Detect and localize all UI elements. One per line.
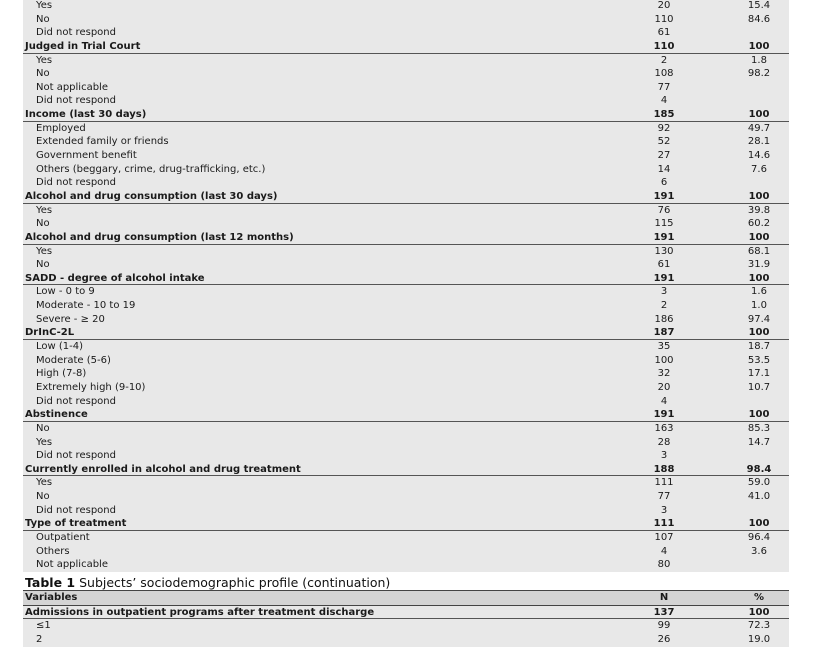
row-percent: 72.3 bbox=[747, 620, 771, 632]
row-percent: 100 bbox=[748, 190, 770, 202]
row-percent: 14.7 bbox=[747, 436, 771, 448]
row-label: Did not respond bbox=[36, 395, 116, 407]
row-percent: 7.6 bbox=[751, 163, 767, 175]
table-section-header-row bbox=[23, 40, 789, 54]
row-percent: 100 bbox=[748, 606, 770, 618]
row-n: 137 bbox=[653, 606, 675, 618]
row-n: 32 bbox=[657, 368, 671, 380]
row-label: Alcohol and drug consumption (last 30 days) bbox=[25, 190, 278, 202]
row-label: Yes bbox=[36, 436, 53, 448]
row-n: 191 bbox=[653, 409, 675, 421]
row-n: 99 bbox=[657, 620, 671, 632]
table-row bbox=[23, 449, 789, 463]
table-continued-top bbox=[23, 0, 789, 572]
row-label: Severe - ≥ 20 bbox=[36, 313, 105, 325]
row-label: Extremely high (9-10) bbox=[36, 381, 146, 393]
row-percent: 100 bbox=[748, 109, 770, 121]
row-n: 191 bbox=[653, 231, 675, 243]
row-n: 107 bbox=[654, 531, 674, 543]
row-percent: 100 bbox=[748, 272, 770, 284]
table-row bbox=[23, 313, 789, 327]
table-row bbox=[23, 531, 789, 545]
row-label: Admissions in outpatient programs after treatment discharge bbox=[25, 606, 375, 618]
table-row bbox=[23, 135, 789, 149]
row-label: Alcohol and drug consumption (last 12 months) bbox=[25, 231, 294, 243]
row-percent: 39.8 bbox=[747, 204, 771, 216]
row-n: 3 bbox=[660, 286, 668, 298]
row-percent: 31.9 bbox=[747, 259, 771, 271]
row-n: 110 bbox=[654, 13, 674, 25]
row-label: Others bbox=[36, 545, 70, 557]
row-label: No bbox=[36, 218, 50, 230]
row-percent: 19.0 bbox=[747, 633, 771, 645]
row-n: 61 bbox=[657, 259, 671, 271]
column-variables: Variables bbox=[25, 592, 78, 603]
table-row bbox=[23, 422, 789, 436]
row-n: 163 bbox=[654, 422, 674, 434]
row-label: Did not respond bbox=[36, 27, 116, 39]
column-percent: % bbox=[753, 592, 765, 603]
table-row bbox=[23, 26, 789, 40]
row-n: 3 bbox=[660, 504, 668, 516]
row-percent: 18.7 bbox=[747, 341, 771, 353]
table-section-header-row bbox=[23, 517, 789, 531]
row-percent: 53.5 bbox=[747, 354, 771, 366]
table-row bbox=[23, 558, 789, 572]
row-n: 188 bbox=[653, 463, 675, 475]
row-percent: 17.1 bbox=[747, 368, 771, 380]
row-n: 185 bbox=[653, 109, 675, 121]
table-row bbox=[23, 504, 789, 518]
row-n: 77 bbox=[657, 81, 671, 93]
row-label: Type of treatment bbox=[25, 518, 127, 530]
row-label: Low (1-4) bbox=[36, 341, 84, 353]
row-label: Yes bbox=[36, 245, 53, 257]
row-label: Outpatient bbox=[36, 531, 90, 543]
row-label: Judged in Trial Court bbox=[25, 40, 141, 52]
table-caption-text: Subjects’ sociodemographic profile (continuation) bbox=[75, 575, 391, 590]
table-caption bbox=[25, 575, 805, 590]
table-row bbox=[23, 354, 789, 368]
row-label: 2 bbox=[36, 633, 43, 645]
table-row bbox=[23, 476, 789, 490]
table-row bbox=[23, 367, 789, 381]
row-n: 61 bbox=[657, 27, 671, 39]
column-n: N bbox=[659, 592, 669, 603]
row-label: Not applicable bbox=[36, 81, 108, 93]
row-percent: 97.4 bbox=[747, 313, 771, 325]
table-section-header-row bbox=[23, 231, 789, 245]
row-percent: 85.3 bbox=[747, 422, 771, 434]
row-n: 111 bbox=[653, 518, 675, 530]
table-row bbox=[23, 217, 789, 231]
row-percent: 96.4 bbox=[747, 531, 771, 543]
table-row bbox=[23, 285, 789, 299]
row-percent: 14.6 bbox=[747, 150, 771, 162]
row-label: No bbox=[36, 422, 50, 434]
table-section-header-row bbox=[23, 108, 789, 122]
row-n: 28 bbox=[657, 436, 671, 448]
table-row bbox=[23, 258, 789, 272]
table-row bbox=[23, 545, 789, 559]
table-row bbox=[23, 94, 789, 108]
row-label: SADD - degree of alcohol intake bbox=[25, 272, 205, 284]
row-label: Currently enrolled in alcohol and drug treatment bbox=[25, 463, 301, 475]
row-n: 115 bbox=[654, 218, 674, 230]
table-row bbox=[23, 81, 789, 95]
row-n: 4 bbox=[660, 395, 668, 407]
table-row bbox=[23, 436, 789, 450]
row-percent: 1.8 bbox=[751, 54, 767, 66]
table-row bbox=[23, 340, 789, 354]
row-percent: 15.4 bbox=[747, 0, 771, 11]
row-n: 4 bbox=[660, 545, 668, 557]
row-n: 111 bbox=[654, 477, 674, 489]
row-label: Others (beggary, crime, drug-trafficking, etc.) bbox=[36, 163, 266, 175]
row-n: 4 bbox=[660, 95, 668, 107]
row-n: 77 bbox=[657, 491, 671, 503]
row-label: Yes bbox=[36, 204, 53, 216]
row-label: Yes bbox=[36, 54, 53, 66]
row-percent: 84.6 bbox=[747, 13, 771, 25]
table-row bbox=[23, 619, 789, 633]
table-continuation bbox=[23, 590, 789, 647]
row-percent: 100 bbox=[748, 231, 770, 243]
row-percent: 100 bbox=[748, 409, 770, 421]
row-label: No bbox=[36, 13, 50, 25]
row-percent: 98.2 bbox=[747, 68, 771, 80]
row-label: Income (last 30 days) bbox=[25, 109, 147, 121]
table-row bbox=[23, 163, 789, 177]
row-n: 110 bbox=[653, 40, 675, 52]
row-n: 80 bbox=[657, 559, 671, 571]
table-section-header-row bbox=[23, 408, 789, 422]
row-n: 186 bbox=[654, 313, 674, 325]
row-percent: 59.0 bbox=[747, 477, 771, 489]
row-percent: 49.7 bbox=[747, 122, 771, 134]
table-row bbox=[23, 245, 789, 259]
row-label: Did not respond bbox=[36, 95, 116, 107]
row-label: No bbox=[36, 259, 50, 271]
table-row bbox=[23, 299, 789, 313]
row-n: 92 bbox=[657, 122, 671, 134]
table-row bbox=[23, 13, 789, 27]
table-row bbox=[23, 0, 789, 13]
table-row bbox=[23, 395, 789, 409]
table-section-header-row bbox=[23, 190, 789, 204]
row-label: Did not respond bbox=[36, 504, 116, 516]
row-label: Yes bbox=[36, 0, 53, 11]
row-label: Yes bbox=[36, 477, 53, 489]
table-section-header-row bbox=[23, 606, 789, 620]
row-label: Extended family or friends bbox=[36, 136, 169, 148]
row-percent: 41.0 bbox=[747, 491, 771, 503]
table-row bbox=[23, 54, 789, 68]
row-label: ≤1 bbox=[36, 620, 51, 632]
table-row bbox=[23, 149, 789, 163]
row-n: 27 bbox=[657, 150, 671, 162]
row-n: 76 bbox=[657, 204, 671, 216]
row-label: Did not respond bbox=[36, 177, 116, 189]
table-row bbox=[23, 122, 789, 136]
row-n: 108 bbox=[654, 68, 674, 80]
row-n: 191 bbox=[653, 272, 675, 284]
row-percent: 100 bbox=[748, 327, 770, 339]
row-n: 20 bbox=[657, 381, 671, 393]
row-n: 3 bbox=[660, 450, 668, 462]
table-column-header bbox=[23, 590, 789, 606]
row-label: High (7-8) bbox=[36, 368, 87, 380]
row-percent: 68.1 bbox=[747, 245, 771, 257]
row-n: 2 bbox=[660, 300, 668, 312]
row-n: 130 bbox=[654, 245, 674, 257]
table-caption-label: Table 1 bbox=[25, 575, 76, 590]
row-n: 6 bbox=[660, 177, 668, 189]
row-percent: 100 bbox=[748, 40, 770, 52]
row-percent: 60.2 bbox=[747, 218, 771, 230]
row-label: Abstinence bbox=[25, 409, 88, 421]
row-percent: 10.7 bbox=[747, 381, 771, 393]
row-label: No bbox=[36, 68, 50, 80]
table-row bbox=[23, 490, 789, 504]
row-n: 26 bbox=[657, 633, 671, 645]
row-n: 14 bbox=[657, 163, 671, 175]
row-percent: 1.6 bbox=[751, 286, 767, 298]
table-section-header-row bbox=[23, 326, 789, 340]
row-label: DrInC-2L bbox=[25, 327, 75, 339]
table-row bbox=[23, 204, 789, 218]
row-n: 20 bbox=[657, 0, 671, 11]
row-n: 2 bbox=[660, 54, 668, 66]
row-n: 187 bbox=[653, 327, 675, 339]
row-n: 35 bbox=[657, 341, 671, 353]
row-label: Government benefit bbox=[36, 150, 137, 162]
row-percent: 100 bbox=[748, 518, 770, 530]
row-label: Low - 0 to 9 bbox=[36, 286, 95, 298]
table-row bbox=[23, 381, 789, 395]
row-percent: 1.0 bbox=[751, 300, 767, 312]
table-row bbox=[23, 67, 789, 81]
row-n: 100 bbox=[654, 354, 674, 366]
row-percent: 98.4 bbox=[746, 463, 772, 475]
row-label: Not applicable bbox=[36, 559, 108, 571]
row-label: Did not respond bbox=[36, 450, 116, 462]
row-percent: 28.1 bbox=[747, 136, 771, 148]
table-section-header-row bbox=[23, 272, 789, 286]
table-section-header-row bbox=[23, 463, 789, 477]
row-n: 191 bbox=[653, 190, 675, 202]
row-label: Moderate - 10 to 19 bbox=[36, 300, 136, 312]
row-label: No bbox=[36, 491, 50, 503]
row-label: Moderate (5-6) bbox=[36, 354, 111, 366]
row-label: Employed bbox=[36, 122, 86, 134]
table-row bbox=[23, 176, 789, 190]
row-percent: 3.6 bbox=[751, 545, 767, 557]
row-n: 52 bbox=[657, 136, 671, 148]
